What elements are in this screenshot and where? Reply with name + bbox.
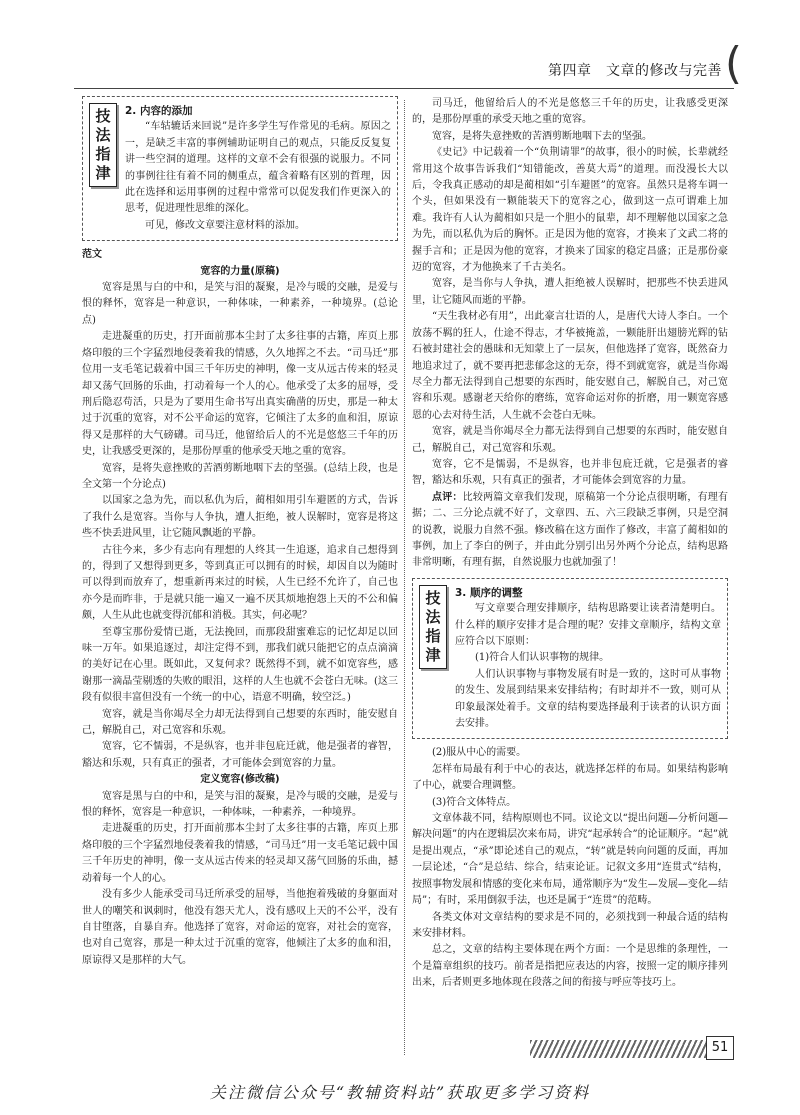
paragraph: 总之，文章的结构主要体现在两个方面：一个是思维的条理性，一个是篇章组织的技巧。前者是指把应表达的内容，按照一定的顺序排列出来，后者则更多地体现在段落之间的衔接与呼应等技巧上。 [412,944,728,989]
paragraph: 宽容，是当你与人争执，遭人拒绝被人误解时，把那些不快丢进风里，让它随风而逝的平静。 [412,278,728,306]
section-title: 3. 顺序的调整 [455,586,523,599]
paragraph: 至尊宝那份爱情已逝，无法挽回，而那段甜蜜难忘的记忆却足以回味一万年。如果追逐过，却注定得不到，那我们就只能把它的点点滴滴的美好记在心里。既如此，又复何求？既然得不到，就不如宽容些，感谢那一滴晶莹剔透的失败的眼泪，这样的人生也就不会苍白无味。(这三段有似很丰富但没有一个统一的中心，语意不明确，较空泛。) [82,626,398,704]
footer-note: 关注微信公众号“教辅资料站”获取更多学习资料 [209,1083,591,1102]
paragraph: 宽容是黑与白的中和，是笑与泪的凝聚，是冷与暖的交融，是爱与恨的释怀，宽容是一种意识，一种体味，一种素养，一种境界。(总论点) [82,282,398,326]
paragraph: 古往今来，多少有志向有理想的人终其一生追逐，追求自己想得到的，得到了又想得到更多，等到真正可以拥有的时候，却因自以为随时可以得到而放弃了，想重新再来过的时候，人生已经不允许了，自己也亦今是而昨非，于是就只能一遍又一遍不厌其烦地抱怨上天的不公和偏颇，人生从此也就变得沉郁和消极。其实，何必呢？ [82,544,398,622]
paragraph: 宽容是黑与白的中和，是笑与泪的凝聚，是冷与暖的交融，是爱与恨的释怀，宽容是一种意识，一种体味，一种素养，一种境界。 [82,790,398,819]
paragraph: 文章体裁不同，结构原则也不同。议论文以“提出问题—分析问题—解决问题”的内在逻辑层次来布局，讲究“起承转合”的论证顺序。“起”就是提出观点，“承”即论述自己的观点，“转”就是转向问题的反面，再加一层论述，“合”是总结、综合，结束论证。记叙文多用“连贯式”结构，按照事物发展和情感的变化来布局，通常顺序为“发生—发展—变化—结局”；有时，采用倒叙手法，也还是属于“连贯”的范畴。 [412,813,728,907]
left-column [82,96,398,969]
essay-title-revised: 定义宽容(修改稿) [200,774,280,786]
paragraph: 走进凝重的历史，打开面前那本尘封了太多往事的古籍，库页上那烙印般的三个字猛烈地侵袭着我的情感，久久地挥之不去。“司马迁”那位用一支毛笔记载着中国三千年历史的神明，像一支从远古传来的轻灵却又荡气回肠的乐曲，打动着每一个人的心。他承受了太多的屈辱，受刑后隐忍苟活，只是为了要用生命书写出真实确凿的历史，那是一种太过于沉重的宽容，对不公平命运的宽容，它倾注了太多的血和泪，原谅得又是那样的大气磅礴。司马迁，他留给后人的不光是悠悠三千年的历史，让我感受更深的，是那份厚重的他承受天地之重的宽容。 [82,331,398,458]
paragraph: 怎样布局最有利于中心的表达，就选择怎样的布局。如果结构影响了中心，就要合理调整。 [412,763,728,792]
paragraph: “车轱辘话来回说”是许多学生写作常见的毛病。原因之一，是缺乏丰富的事例辅助证明自己的观点，只能反反复复讲一些空洞的道理。这样的文章不会有很强的说服力。不同的事例往往有着不同的侧重点，蕴含着略有区别的哲理，因此在选择和运用事例的过程中常常可以促发我们作更深入的思考，促进理性思维的深化。 [125,121,391,215]
page-number: 51 [706,1036,734,1060]
paragraph: 宽容，是将失意挫败的苦酒剪断地咽下去的坚强。 [432,130,652,142]
paragraph: (2)服从中心的需要。 [432,747,527,759]
essay-title-original: 宽容的力量(原稿) [200,265,280,277]
paragraph: 宽容，它不懦弱，不是纵容，也并非包庇迁就，他是强者的睿智，豁达和乐观，只有真正的强者，才可能体会到宽容的力量。 [82,741,398,769]
paragraph: 没有多少人能承受司马迁所承受的屈辱，当他抱着残破的身躯面对世人的嘲笑和讽刺时，他没有怨天尤人，没有感叹上天的不公平，没有自甘堕落，自暴自弃。他选择了宽容，对命运的宽容，对社会的宽容，也对自己宽容，那是一种太过于沉重的宽容，他倾注了太多的血和泪，原谅得又是那样的大气。 [82,889,398,966]
column-divider [404,100,405,1055]
paragraph: 可见，修改文章要注意材料的添加。 [145,219,305,231]
paragraph: “天生我材必有用”，出此豪言壮语的人，是唐代大诗人李白。一个放荡不羁的狂人，仕途不得志，才华被掩盖，一颗能肝出翅膀光辉的钻石被封建社会的愚昧和无知蒙上了一层灰，但他选择了宽容，既然奋力地追求过了，就不要再把悲郁念这的无奈，得不到就宽容，就是当你竭尽全力都无法得到自己想要的东西时，能安慰自己，解脱自己，对己宽容和乐观。感谢老天给你的磨练，宽容命运对你的折磨，用一颗宽容感恩的心去对待生活，人生就不会苍白无味。 [412,311,728,421]
paragraph: (3)符合文体特点。 [432,796,517,808]
example-label: 范文 [82,249,102,261]
header-ornament: ( [724,38,742,89]
paragraph: 司马迁，他留给后人的不光是悠悠三千年的历史，让我感受更深的，是那份厚重的承受天地之重的宽容。 [412,98,728,126]
comment-text: 比较两篇文章我们发现，原稿第一个分论点很明晰，有理有据；二、三分论点就不好了，文章四、五、六三段缺乏事例，只是空洞的说教，说服力自然不强。修改稿在这方面作了修改，丰富了蔺相如的事例，加上了李白的例子，并由此分别引出另外两个分论点，结构思路非常明晰，有理有据，自然说服力也就加强了！ [412,491,729,569]
chapter-header: 第四章 文章的修改与完善 [548,63,722,79]
paragraph: 宽容，是将失意挫败的苦酒剪断地咽下去的坚强。(总结上段，也是全文第一个分论点) [82,462,398,490]
paragraph: 宽容，就是当你竭尽全力都无法得到自己想要的东西时，能安慰自己，解脱自己，对己宽容和乐观。 [412,426,728,454]
tip-box-content-addition [82,96,398,241]
tip-badge: 技 法 指 津 [419,585,447,669]
header-rule [74,88,734,89]
paragraph: 各类文体对文章结构的要求是不同的，必须找到一种最合适的结构来安排材料。 [412,911,728,939]
footer-hatch-bar [530,1040,706,1058]
paragraph: 宽容，就是当你竭尽全力却无法得到自己想要的东西时，能安慰自己，解脱自己，对己宽容和乐观。 [82,708,398,737]
paragraph: 《史记》中记载着一个“负荆请罪”的故事，很小的时候，长辈就经常用这个故事告诉我们“知错能改，善莫大焉”的道理。而没漫长大以后，令我真正感动的却是蔺相如“引车避匿”的宽容。虽然只是将车调一个头，但如果没有一颗能装天下的宽容之心，做到这一点可谓难上加难。我许有人认为蔺相如只是一个胆小的鼠辈，却不理解他以国家之急为先，而以私仇为后的胸怀。正是因为他的宽容，才换来了文武二将的握手言和；正是因为他的宽容，才换来了国家的稳定昌盛；正是那份豪迈的宽容，才为他换来了千古美名。 [412,147,728,274]
paragraph: 人们认识事物与事物发展有时是一致的，这时可从事物的发生、发展到结果来安排结构；有时却并不一致，则可从印象最深处着手。文章的结构要选择最利于读者的认识方面去安排。 [455,668,721,730]
paragraph: 写文章要合理安排顺序，结构思路要让读者清楚明白。什么样的顺序安排才是合理的呢？安排文章顺序，结构文章应符合以下原则： [455,603,721,647]
paragraph: 以国家之急为先，而以私仇为后，蔺相如用引车避匿的方式，告诉了我什么是宽容。当你与人争执，遭人拒绝，被人误解时，宽容是将这些不快丢进风里，让它随风飘逝的平静。 [82,495,398,540]
right-column [412,96,728,992]
tip-badge: 技 法 指 津 [89,103,117,187]
paragraph: 宽容，它不是懦弱，不是纵容，也并非包庇迁就，它是强者的睿智，豁达和乐观，只有真正的强者，才可能体会到宽容的力量。 [412,458,728,487]
paragraph: (1)符合人们认识事物的规律。 [475,652,610,664]
comment [412,490,728,572]
section-title: 2. 内容的添加 [125,105,193,117]
comment-label: 点评： [432,491,463,503]
tip-box-order-adjustment [412,578,728,740]
paragraph: 走进凝重的历史，打开面前那本尘封了太多往事的古籍，库页上那烙印般的三个字猛烈地侵袭着我的情感，“司马迁”用一支毛笔记载中国三千年历史的神明，像一支从远古传来的轻灵却又荡气回肠的乐曲，撼动着每一个人的心。 [82,823,398,884]
